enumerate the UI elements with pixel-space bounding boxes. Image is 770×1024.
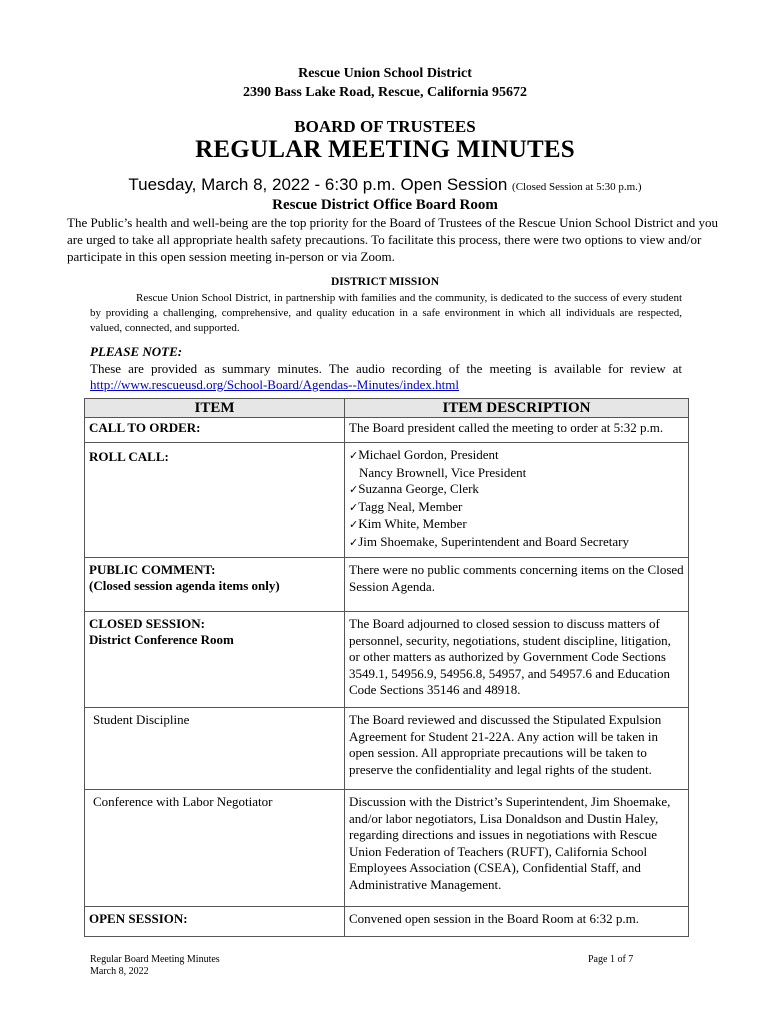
minutes-link[interactable]: http://www.rescueusd.org/School-Board/Agendas--Minutes/index.html xyxy=(90,377,460,392)
page-number: Page 1 of 7 xyxy=(588,954,634,965)
check-icon: ✓ xyxy=(349,449,359,462)
labor-negotiator-desc: Discussion with the District’s Superintendent, Jim Shoemake, and/or labor negotiators, Lisa Donaldson and Dustin Haley, regarding directions and issues in negotiations with Rescue Union Federation of Teachers (RUFT), California School Employees Association (CSEA), Confidential Staff, and Administrative Management. xyxy=(345,790,689,907)
closed-session-time: (Closed Session at 5:30 p.m.) xyxy=(512,181,642,193)
table-row-open-session xyxy=(85,907,689,937)
roll-call-member: ✓Michael Gordon, President xyxy=(349,447,499,462)
roll-call-item: ROLL CALL: xyxy=(85,443,345,558)
footer-left xyxy=(90,954,220,978)
table-row-call-to-order xyxy=(85,418,689,443)
roll-call-member: ✓Jim Shoemake, Superintendent and Board Secretary xyxy=(349,533,629,549)
public-comment-desc: There were no public comments concerning items on the Closed Session Agenda. xyxy=(345,558,689,612)
roll-call-member: ✓Tagg Neal, Member xyxy=(349,498,463,514)
mission-title: DISTRICT MISSION xyxy=(330,276,440,288)
table-header-row xyxy=(85,399,689,418)
meeting-date-session: Tuesday, March 8, 2022 - 6:30 p.m. Open Session xyxy=(128,175,508,194)
roll-call-member: ✓Suzanna George, Clerk xyxy=(349,481,479,496)
minutes-table xyxy=(84,398,689,937)
footer-title: Regular Board Meeting Minutes xyxy=(90,954,220,965)
check-icon: ✓ xyxy=(349,483,359,496)
call-to-order-item: CALL TO ORDER: xyxy=(85,418,345,443)
closed-session-item: CLOSED SESSION: District Conference Room xyxy=(85,612,345,708)
district-name: Rescue Union School District xyxy=(298,66,472,81)
mission-text: Rescue Union School District, in partnership with families and the community, is dedicated to the success of every student by providing a challenging, comprehensive, and quality education in a safe environment in which all individuals are respected, valued, connected, and supported. xyxy=(90,292,682,334)
meeting-date-line xyxy=(0,175,770,195)
table-row-labor-negotiator xyxy=(85,790,689,907)
roll-call-member: Nancy Brownell, Vice President xyxy=(359,464,527,480)
open-session-item: OPEN SESSION: xyxy=(85,907,345,937)
closed-session-desc: The Board adjourned to closed session to discuss matters of personnel, security, negotiations, student discipline, litigation, or other matters as authorized by Government Code Sections 3549.1, 54956.9, 54956.8, 54957, and 54957.6 and Education Code Sections 35146 and 48918. xyxy=(345,612,689,708)
district-address: 2390 Bass Lake Road, Rescue, California 95672 xyxy=(243,85,527,100)
footer-date: March 8, 2022 xyxy=(90,966,149,977)
check-icon: ✓ xyxy=(349,500,359,514)
board-heading: BOARD OF TRUSTEES xyxy=(294,117,476,136)
check-icon: ✓ xyxy=(349,518,359,531)
table-row-student-discipline xyxy=(85,708,689,790)
check-icon: ✓ xyxy=(349,535,359,549)
labor-negotiator-item: Conference with Labor Negotiator xyxy=(85,790,345,907)
health-notice: The Public’s health and well-being are the top priority for the Board of Trustees of the Rescue Union School District and you are urged to take all appropriate health safety precautions. To facilitate this process, there were two options to view and/or participate in this open session meeting in-person or via Zoom. xyxy=(67,215,718,264)
roll-call-desc xyxy=(345,443,689,558)
table-row-roll-call xyxy=(85,443,689,558)
table-row-closed-session xyxy=(85,612,689,708)
call-to-order-desc: The Board president called the meeting to order at 5:32 p.m. xyxy=(345,418,689,443)
roll-call-member: ✓Kim White, Member xyxy=(349,516,467,531)
note-text: These are provided as summary minutes. The audio recording of the meeting is available for review at xyxy=(90,361,682,376)
meeting-location: Rescue District Office Board Room xyxy=(272,197,498,213)
document-title: REGULAR MEETING MINUTES xyxy=(195,136,575,163)
open-session-desc: Convened open session in the Board Room at 6:32 p.m. xyxy=(345,907,689,937)
column-header-description: ITEM DESCRIPTION xyxy=(345,399,689,418)
note-body xyxy=(90,361,682,393)
public-comment-item: PUBLIC COMMENT: (Closed session agenda items only) xyxy=(85,558,345,612)
table-row-public-comment xyxy=(85,558,689,612)
student-discipline-item: Student Discipline xyxy=(85,708,345,790)
note-title: PLEASE NOTE: xyxy=(90,344,183,359)
student-discipline-desc: The Board reviewed and discussed the Stipulated Expulsion Agreement for Student 21-22A. Any action will be taken in open session. All appropriate precautions will be taken to preserve the confidentiality and legal rights of the student. xyxy=(345,708,689,790)
column-header-item: ITEM xyxy=(85,399,345,418)
